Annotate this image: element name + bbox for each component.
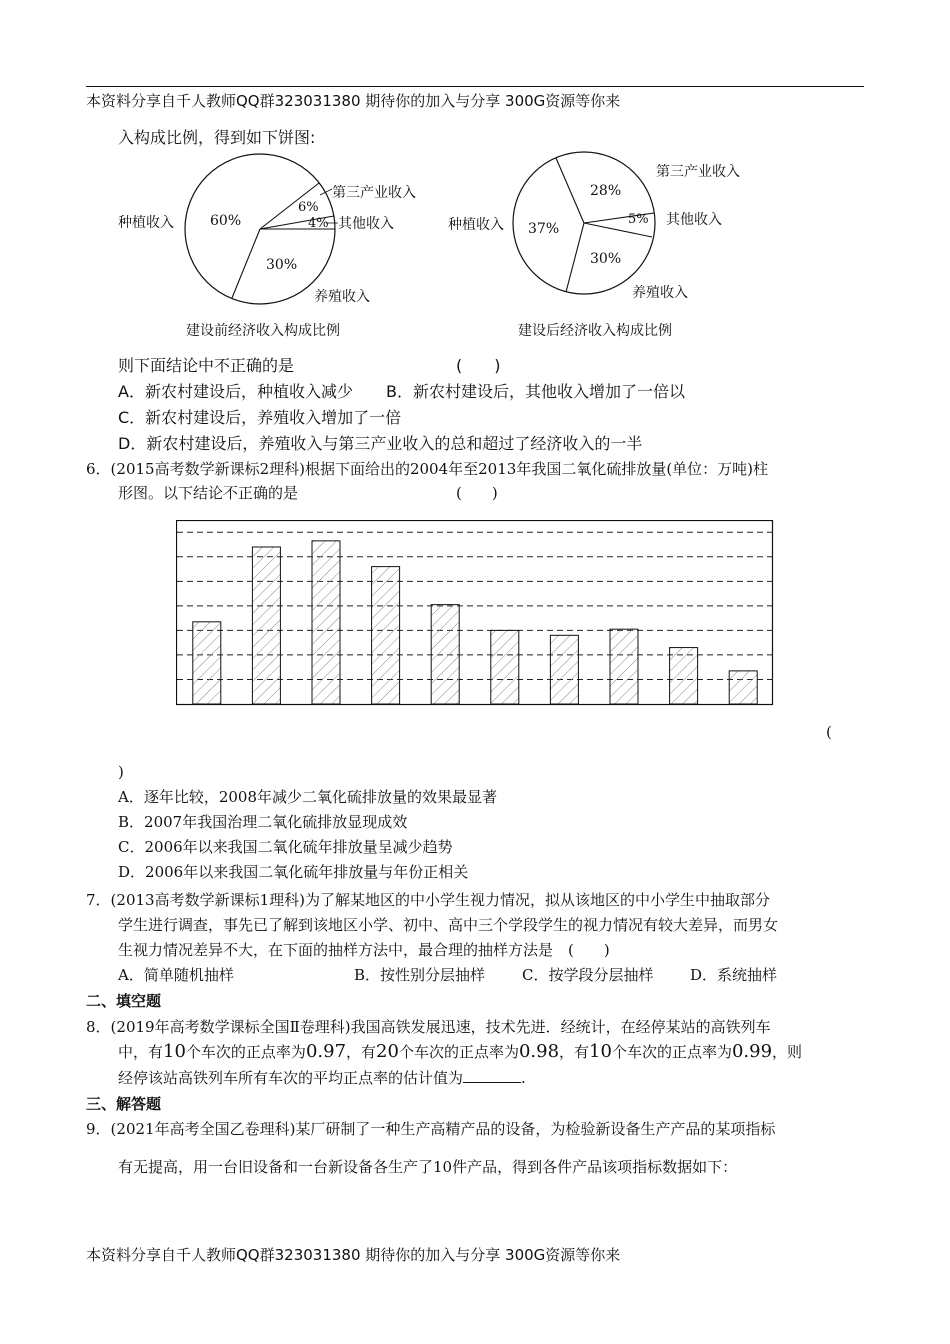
q7-option-a[interactable]: A．简单随机抽样 xyxy=(118,966,234,984)
bar-2005 xyxy=(252,547,280,704)
header-text: 本资料分享自千人教师QQ群323031380 期待你的加入与分享 300G资源等你来 xyxy=(86,92,621,110)
q8-line3 xyxy=(118,1066,526,1090)
pie-after-label-other: 其他收入 xyxy=(666,212,722,228)
q8-text-a: 中，有 xyxy=(118,1043,164,1061)
q8-num-2: 20 xyxy=(376,1041,399,1062)
pie-after-label-tertiary: 第三产业收入 xyxy=(656,164,740,180)
q5-option-d[interactable]: D．新农村建设后，养殖收入与第三产业收入的总和超过了经济收入的一半 xyxy=(118,434,643,453)
footer-text: 本资料分享自千人教师QQ群323031380 期待你的加入与分享 300G资源等你来 xyxy=(86,1246,621,1264)
q7-line3: 生视力情况差异不大，在下面的抽样方法中，最合理的抽样方法是 ( ) xyxy=(118,941,610,959)
q8-line2 xyxy=(118,1040,802,1064)
q5-intro: 入构成比例，得到如下饼图: xyxy=(118,128,316,147)
q8-text-c: ，有 xyxy=(346,1043,377,1061)
q8-text-b: 个车次的正点率为 xyxy=(185,1043,306,1061)
section3-title: 三、解答题 xyxy=(86,1095,162,1113)
q7-option-d[interactable]: D．系统抽样 xyxy=(690,966,778,984)
q8-text-f: 个车次的正点率为 xyxy=(611,1043,732,1061)
bar-2011 xyxy=(610,629,638,704)
q6-option-a[interactable]: A．逐年比较，2008年减少二氧化硫排放量的效果最显著 xyxy=(118,788,498,806)
bar-2007 xyxy=(372,567,400,704)
q8-line3-end: . xyxy=(521,1069,526,1087)
pie-before-pct-breeding: 30% xyxy=(266,257,298,273)
pie-before-label-tertiary: 第三产业收入 xyxy=(332,185,416,201)
bar-2013 xyxy=(729,671,757,704)
pie-after xyxy=(448,152,740,339)
pie-after-pct-other: 5% xyxy=(628,212,649,227)
bar-2012 xyxy=(670,648,698,704)
pie-charts xyxy=(100,145,760,345)
q5-option-c[interactable]: C．新农村建设后，养殖收入增加了一倍 xyxy=(118,408,402,427)
bar-2009 xyxy=(491,630,519,704)
q8-text-e: ，有 xyxy=(559,1043,590,1061)
q8-text-g: ，则 xyxy=(772,1043,803,1061)
header-rule xyxy=(86,86,864,87)
pie-before-pct-other: 4% xyxy=(308,216,329,231)
q6-option-b[interactable]: B．2007年我国治理二氧化硫排放显现成效 xyxy=(118,813,408,831)
q8-line1: 8．(2019年高考数学课标全国Ⅱ卷理科)我国高铁发展迅速，技术先进．经统计，在经停某站的高铁列车 xyxy=(86,1018,771,1036)
q7-line2: 学生进行调查，事先已了解到该地区小学、初中、高中三个学段学生的视力情况有较大差异，而男女 xyxy=(118,916,779,934)
pie-after-label-breeding: 养殖收入 xyxy=(632,285,688,301)
q6-option-d[interactable]: D．2006年以来我国二氧化硫年排放量与年份正相关 xyxy=(118,863,469,881)
pie-before-label-other: 其他收入 xyxy=(338,216,394,232)
q8-line3-text: 经停该站高铁列车所有车次的平均正点率的估计值为 xyxy=(118,1069,464,1087)
pie-before xyxy=(118,154,416,339)
q5-option-b[interactable]: B．新农村建设后，其他收入增加了一倍以 xyxy=(386,382,685,401)
q5-paren: ( ) xyxy=(456,356,501,375)
q9-line2: 有无提高，用一台旧设备和一台新设备各生产了10件产品，得到各件产品该项指标数据如下： xyxy=(118,1158,738,1176)
q8-rate-3: 0.99 xyxy=(731,1041,773,1062)
pie-before-caption: 建设前经济收入构成比例 xyxy=(186,323,340,339)
q5-option-a[interactable]: A．新农村建设后，种植收入减少 xyxy=(118,382,353,401)
q6-line1: 6．(2015高考数学新课标2理科)根据下面给出的2004年至2013年我国二氧化硫排放量(单位：万吨)柱 xyxy=(86,460,769,478)
section2-title: 二、填空题 xyxy=(86,992,162,1010)
pie-after-pct-breeding: 30% xyxy=(590,251,622,267)
pie-before-label-planting: 种植收入 xyxy=(118,215,174,231)
q7-option-b[interactable]: B．按性别分层抽样 xyxy=(354,966,486,984)
q6-paren: ( ) xyxy=(456,484,498,502)
bar-2008 xyxy=(431,605,459,704)
q6-line2: 形图。以下结论不正确的是 xyxy=(118,484,299,502)
pie-after-pct-tertiary: 28% xyxy=(590,183,622,199)
q8-text-d: 个车次的正点率为 xyxy=(398,1043,519,1061)
bar-2010 xyxy=(550,635,578,704)
q7-line1: 7．(2013高考数学新课标1理科)为了解某地区的中小学生视力情况，拟从该地区的中小学生中抽取部分 xyxy=(86,891,770,909)
pie-before-pct-planting: 60% xyxy=(210,213,242,229)
q9-line1: 9．(2021年高考全国乙卷理科)某厂研制了一种生产高精产品的设备，为检验新设备生产产品的某项指标 xyxy=(86,1120,776,1138)
q8-answer-blank[interactable] xyxy=(463,1066,521,1083)
bar-2004 xyxy=(193,622,221,704)
q8-rate-1: 0.97 xyxy=(305,1041,347,1062)
bar-2006 xyxy=(312,541,340,704)
q8-num-1: 10 xyxy=(163,1041,186,1062)
q6-option-c[interactable]: C．2006年以来我国二氧化硫年排放量呈减少趋势 xyxy=(118,838,453,856)
so2-bar-chart xyxy=(176,520,774,706)
chart-bars xyxy=(193,541,757,704)
pie-after-caption: 建设后经济收入构成比例 xyxy=(518,323,672,339)
pie-after-label-planting: 种植收入 xyxy=(448,217,504,233)
pie-after-pct-planting: 37% xyxy=(528,221,560,237)
q7-option-c[interactable]: C．按学段分层抽样 xyxy=(522,966,654,984)
pie-before-label-breeding: 养殖收入 xyxy=(314,289,370,305)
q6-paren-close: ) xyxy=(118,763,124,781)
pie-before-pct-tertiary: 6% xyxy=(298,200,319,215)
q6-paren-open: ( xyxy=(826,723,832,741)
q5-stem: 则下面结论中不正确的是 xyxy=(118,356,295,375)
q8-num-3: 10 xyxy=(589,1041,612,1062)
q8-rate-2: 0.98 xyxy=(518,1041,560,1062)
